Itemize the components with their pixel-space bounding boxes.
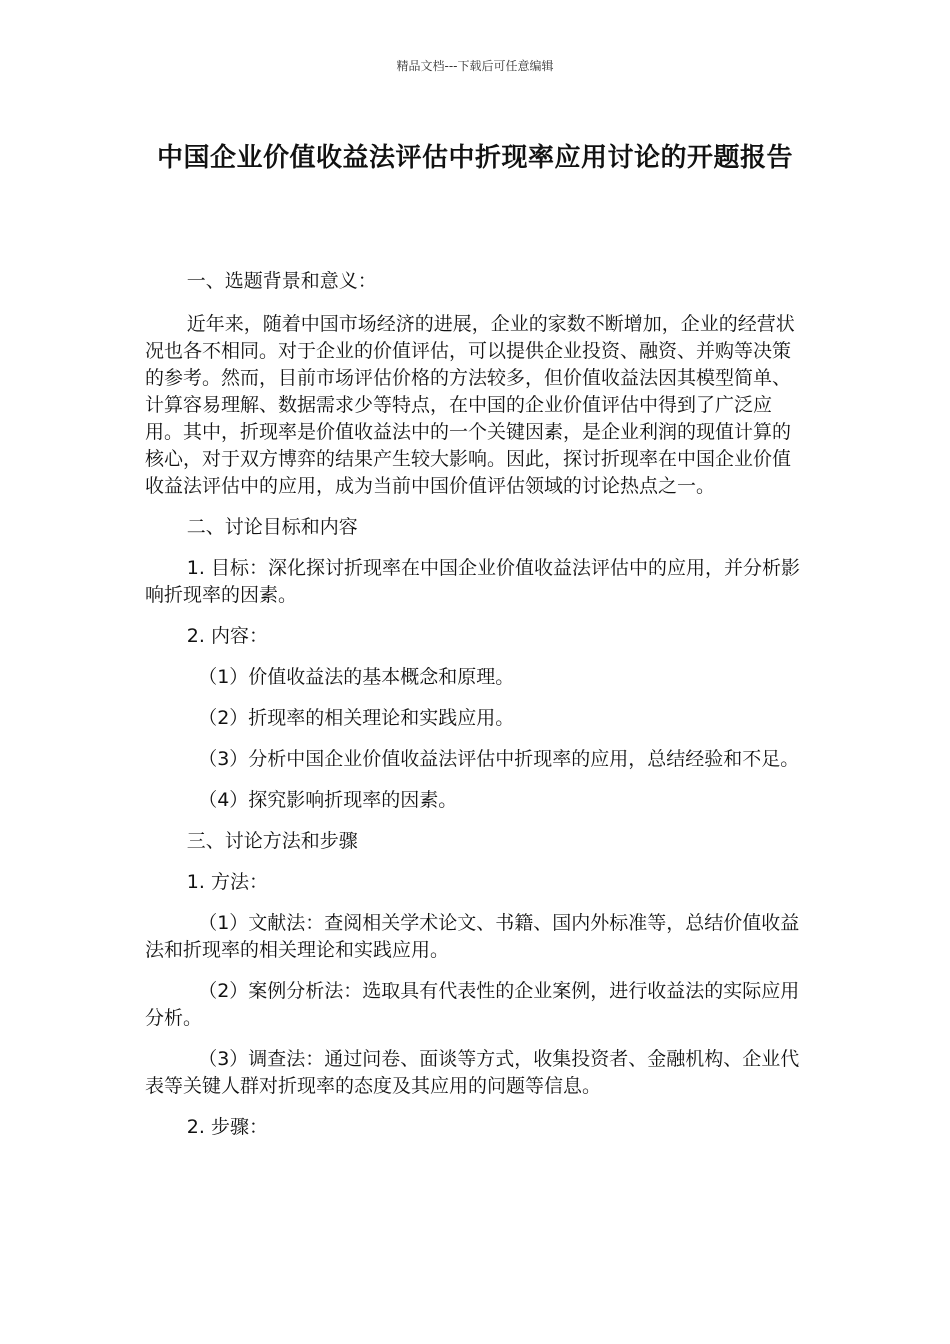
paragraph-background: 近年来，随着中国市场经济的进展，企业的家数不断增加，企业的经营状况也各不相同。对于企业的价值评估，可以提供企业投资、融资、并购等决策的参考。然而，目前市场评估价格的方法较多，但价值收益法因其模型简单、计算容易理解、数据需求少等特点，在中国的企业价值评估中得到了广泛应用。其中，折现率是价值收益法中的一个关键因素，是企业利润的现值计算的核心，对于双方博弈的结果产生较大影响。因此，探讨折现率在中国企业价值收益法评估中的应用，成为当前中国价值评估领域的讨论热点之一。 — [145, 313, 795, 497]
section-heading-background: 一、选题背景和意义： — [186, 270, 377, 292]
section-heading-methods: 三、讨论方法和步骤 — [186, 830, 358, 852]
list-item-method-1: （1）文献法：查阅相关学术论文、书籍、国内外标准等，总结价值收益法和折现率的相关理论和实践应用。 — [145, 912, 800, 961]
paragraph-methods-label: 1. 方法： — [186, 871, 268, 893]
paragraph-steps-label: 2. 步骤： — [186, 1116, 268, 1138]
list-item-content-4: （4）探究影响折现率的因素。 — [198, 789, 458, 811]
list-item-method-3: （3）调查法：通过问卷、面谈等方式，收集投资者、金融机构、企业代表等关键人群对折现率的态度及其应用的问题等信息。 — [145, 1048, 800, 1097]
paragraph-goal: 1. 目标：深化探讨折现率在中国企业价值收益法评估中的应用，并分析影响折现率的因素。 — [145, 557, 800, 606]
section-heading-goals: 二、讨论目标和内容 — [186, 516, 358, 538]
list-item-content-2: （2）折现率的相关理论和实践应用。 — [198, 707, 515, 729]
list-item-content-3: （3）分析中国企业价值收益法评估中折现率的应用，总结经验和不足。 — [198, 748, 800, 770]
list-item-content-1: （1）价值收益法的基本概念和原理。 — [198, 666, 515, 688]
header-watermark: 精品文档---下载后可任意编辑 — [396, 59, 554, 73]
list-item-method-2: （2）案例分析法：选取具有代表性的企业案例，进行收益法的实际应用分析。 — [145, 980, 800, 1029]
document-title: 中国企业价值收益法评估中折现率应用讨论的开题报告 — [156, 143, 793, 173]
document-body — [145, 268, 807, 1141]
paragraph-content-label: 2. 内容： — [186, 625, 268, 647]
